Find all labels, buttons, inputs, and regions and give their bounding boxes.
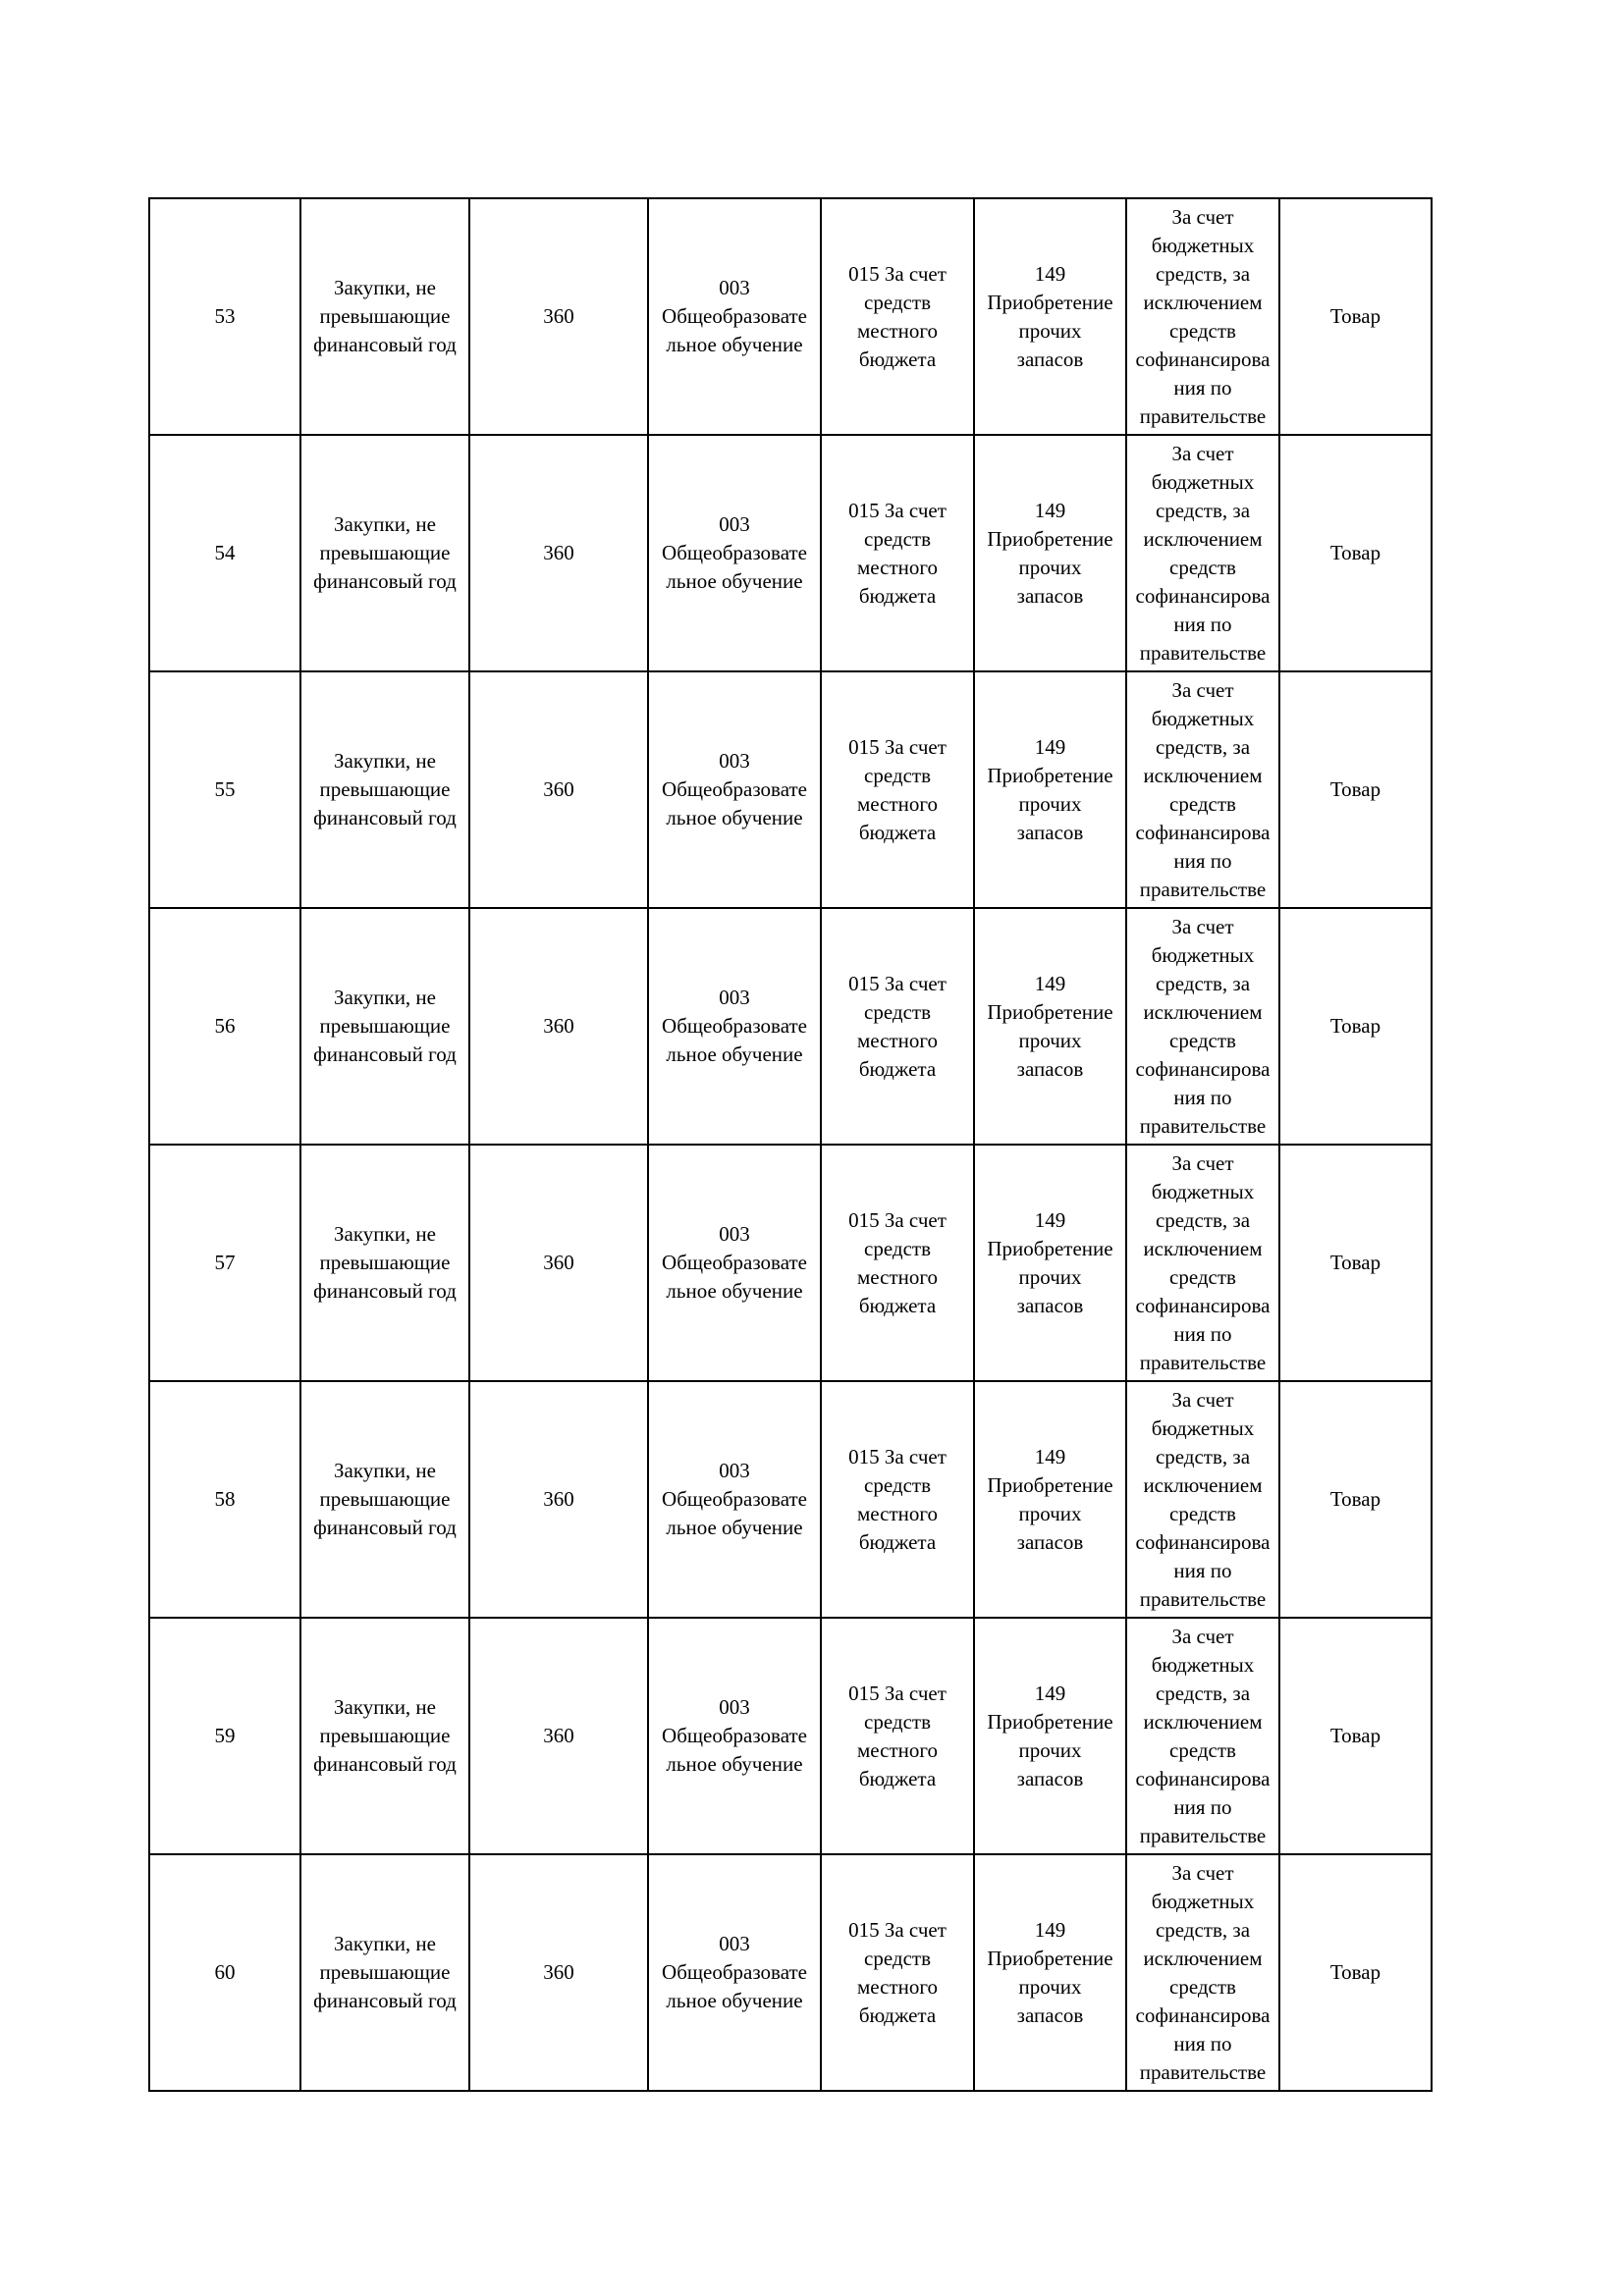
type-cell [1279,671,1432,908]
row-number-cell [149,1618,300,1854]
code-text: 360 [543,1487,574,1511]
activity-text: 003 Общеобразовате льное обучение [662,1932,807,2012]
article-cell [974,1854,1126,2091]
source-cell [1126,435,1279,671]
funding-cell [821,435,974,671]
funding-text: 015 За счет средств местного бюджета [848,1681,947,1790]
funding-text: 015 За счет средств местного бюджета [848,971,947,1081]
article-text: 149 Приобретение прочих запасов [987,1917,1113,2027]
table-row [149,435,1432,671]
code-text: 360 [543,1251,574,1274]
procurement-cell [300,671,469,908]
code-cell [469,1854,648,2091]
row-number-cell [149,1381,300,1618]
table-row [149,908,1432,1145]
code-cell [469,1618,648,1854]
type-text: Товар [1329,1960,1381,1984]
activity-cell [648,1381,821,1618]
code-text: 360 [543,541,574,564]
source-text: За счет бюджетных средств, за исключением средств софинансирова ния по правительстве [1135,1624,1271,1847]
table-row [149,1854,1432,2091]
funding-cell [821,1854,974,2091]
type-cell [1279,435,1432,671]
funding-text: 015 За счет средств местного бюджета [848,1207,947,1317]
activity-text: 003 Общеобразовате льное обучение [662,512,807,593]
source-cell [1126,1381,1279,1618]
funding-text: 015 За счет средств местного бюджета [848,1444,947,1554]
article-cell [974,1618,1126,1854]
type-text: Товар [1329,1724,1381,1747]
procurement-text: Закупки, не превышающие финансовый год [313,276,457,356]
activity-cell [648,1854,821,2091]
activity-cell [648,1618,821,1854]
row-number: 58 [214,1487,236,1511]
procurement-cell [300,435,469,671]
activity-cell [648,435,821,671]
code-text: 360 [543,1960,574,1984]
procurement-cell [300,1854,469,2091]
funding-cell [821,1145,974,1381]
code-cell [469,198,648,435]
funding-text: 015 За счет средств местного бюджета [848,1917,947,2027]
funding-text: 015 За счет средств местного бюджета [848,498,947,608]
type-text: Товар [1329,304,1381,328]
procurement-cell [300,1381,469,1618]
source-text: За счет бюджетных средств, за исключением средств софинансирова ния по правительстве [1135,1387,1271,1611]
article-cell [974,671,1126,908]
code-cell [469,908,648,1145]
table-row [149,1381,1432,1618]
type-text: Товар [1329,541,1381,564]
type-text: Товар [1329,1251,1381,1274]
row-number-cell [149,435,300,671]
procurement-cell [300,1145,469,1381]
row-number: 57 [214,1251,236,1274]
procurement-cell [300,1618,469,1854]
type-text: Товар [1329,777,1381,801]
source-text: За счет бюджетных средств, за исключением средств софинансирова ния по правительстве [1135,441,1271,665]
row-number: 55 [214,777,236,801]
article-text: 149 Приобретение прочих запасов [987,971,1113,1081]
source-text: За счет бюджетных средств, за исключением средств софинансирова ния по правительстве [1135,1150,1271,1374]
funding-cell [821,1381,974,1618]
funding-cell [821,908,974,1145]
code-cell [469,435,648,671]
activity-cell [648,1145,821,1381]
table-row [149,1145,1432,1381]
procurement-text: Закупки, не превышающие финансовый год [313,986,457,1066]
article-cell [974,1381,1126,1618]
procurement-cell [300,908,469,1145]
row-number: 54 [214,541,236,564]
table-row [149,198,1432,435]
activity-text: 003 Общеобразовате льное обучение [662,1222,807,1303]
procurement-text: Закупки, не превышающие финансовый год [313,1459,457,1539]
type-cell [1279,1381,1432,1618]
article-text: 149 Приобретение прочих запасов [987,1681,1113,1790]
procurement-text: Закупки, не превышающие финансовый год [313,512,457,593]
row-number: 53 [214,304,236,328]
type-cell [1279,1854,1432,2091]
article-cell [974,198,1126,435]
code-text: 360 [543,1014,574,1038]
source-text: За счет бюджетных средств, за исключением средств софинансирова ния по правительстве [1135,1860,1271,2084]
article-text: 149 Приобретение прочих запасов [987,498,1113,608]
procurement-text: Закупки, не превышающие финансовый год [313,749,457,829]
procurement-cell [300,198,469,435]
row-number-cell [149,198,300,435]
article-cell [974,908,1126,1145]
activity-text: 003 Общеобразовате льное обучение [662,276,807,356]
code-text: 360 [543,1724,574,1747]
source-text: За счет бюджетных средств, за исключением средств софинансирова ния по правительстве [1135,914,1271,1138]
article-text: 149 Приобретение прочих запасов [987,734,1113,844]
type-text: Товар [1329,1014,1381,1038]
funding-text: 015 За счет средств местного бюджета [848,261,947,371]
funding-cell [821,198,974,435]
type-cell [1279,1618,1432,1854]
activity-text: 003 Общеобразовате льное обучение [662,986,807,1066]
type-cell [1279,1145,1432,1381]
article-text: 149 Приобретение прочих запасов [987,1444,1113,1554]
table-row [149,1618,1432,1854]
code-cell [469,1145,648,1381]
code-text: 360 [543,304,574,328]
article-text: 149 Приобретение прочих запасов [987,261,1113,371]
source-cell [1126,908,1279,1145]
row-number-cell [149,908,300,1145]
funding-text: 015 За счет средств местного бюджета [848,734,947,844]
source-cell [1126,671,1279,908]
activity-cell [648,908,821,1145]
activity-text: 003 Общеобразовате льное обучение [662,1459,807,1539]
row-number-cell [149,1145,300,1381]
procurement-table [148,197,1433,2092]
row-number-cell [149,1854,300,2091]
row-number-cell [149,671,300,908]
code-cell [469,1381,648,1618]
type-cell [1279,908,1432,1145]
row-number: 60 [214,1960,236,1984]
article-cell [974,435,1126,671]
code-text: 360 [543,777,574,801]
source-text: За счет бюджетных средств, за исключением средств софинансирова ния по правительстве [1135,204,1271,428]
source-cell [1126,1618,1279,1854]
funding-cell [821,1618,974,1854]
procurement-text: Закупки, не превышающие финансовый год [313,1695,457,1776]
type-text: Товар [1329,1487,1381,1511]
code-cell [469,671,648,908]
funding-cell [821,671,974,908]
article-text: 149 Приобретение прочих запасов [987,1207,1113,1317]
procurement-text: Закупки, не превышающие финансовый год [313,1222,457,1303]
procurement-text: Закупки, не превышающие финансовый год [313,1932,457,2012]
row-number: 59 [214,1724,236,1747]
source-cell [1126,198,1279,435]
activity-text: 003 Общеобразовате льное обучение [662,749,807,829]
source-cell [1126,1854,1279,2091]
activity-cell [648,671,821,908]
activity-text: 003 Общеобразовате льное обучение [662,1695,807,1776]
source-cell [1126,1145,1279,1381]
article-cell [974,1145,1126,1381]
table-row [149,671,1432,908]
activity-cell [648,198,821,435]
table-body [149,198,1432,2091]
type-cell [1279,198,1432,435]
row-number: 56 [214,1014,236,1038]
source-text: За счет бюджетных средств, за исключением средств софинансирова ния по правительстве [1135,677,1271,901]
